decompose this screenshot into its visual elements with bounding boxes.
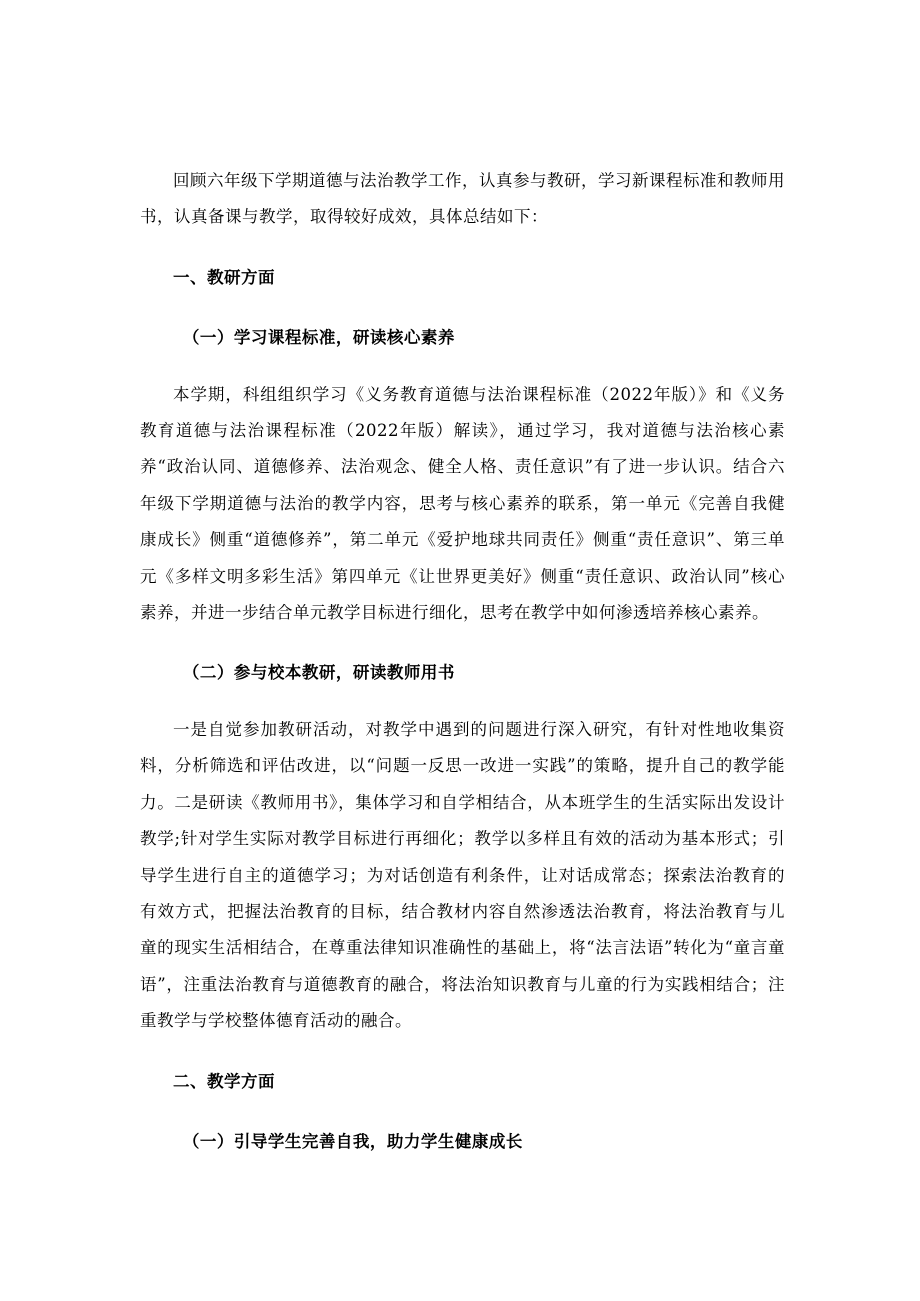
spacer — [140, 357, 785, 377]
section-2-sub-1-heading: （一）引导学生完善自我，助力学生健康成长 — [182, 1131, 523, 1151]
section-1-heading: 一、教研方面 — [173, 267, 275, 287]
intro-paragraph: 回顾六年级下学期道德与法治教学工作，认真参与教研，学习新课程标准和教师用书，认真备课与教学，取得较好成效，具体总结如下： — [140, 171, 785, 227]
spacer — [140, 296, 785, 320]
spacer — [140, 631, 785, 655]
section-1-sub-1-heading: （一）学习课程标准，研读核心素养 — [182, 328, 455, 348]
document-body — [140, 163, 785, 1160]
section-1-sub-2-paragraph: 一是自觉参加教研活动，对教学中遇到的问题进行深入研究，有针对性地收集资料，分析筛选和评估改进，以“问题一反思一改进一实践”的策略，提升自己的教学能力。二是研读《教师用书》，集体学习和自学相结合，从本班学生的生活实际出发设计教学;针对学生实际对教学目标进行再细化；教学以多样且有效的活动为基本形式；引导学生进行自主的道德学习；为对话创造有利条件，让对话成常态；探索法治教育的有效方式，把握法治教育的目标，结合教材内容自然渗透法治教育，将法治教育与儿童的现实生活相结合，在尊重法律知识准确性的基础上，将“法言法语”转化为“童言童语”，注重法治教育与道德教育的融合，将法治知识教育与儿童的行为实践相结合；注重教学与学校整体德育活动的融合。 — [140, 719, 785, 1031]
section-1-sub-1-paragraph: 本学期，科组组织学习《义务教育道德与法治课程标准（2022年版）》和《义务教育道德与法治课程标准（2022年版）解读》，通过学习，我对道德与法治核心素养“政治认同、道德修养、法治观念、健全人格、责任意识”有了进一步认识。结合六年级下学期道德与法治的教学内容，思考与核心素养的联系，第一单元《完善自我健康成长》侧重“道德修养”，第二单元《爱护地球共同责任》侧重“责任意识”、第三单元《多样文明多彩生活》第四单元《让世界更美好》侧重“责任意识、政治认同”核心素养，并进一步结合单元教学目标进行细化，思考在教学中如何渗透培养核心素养。 — [140, 384, 785, 623]
spacer — [140, 692, 785, 712]
section-2-heading: 二、教学方面 — [173, 1071, 275, 1091]
spacer — [140, 1100, 785, 1124]
section-1-sub-2-heading: （二）参与校本教研，研读教师用书 — [182, 663, 455, 683]
spacer — [140, 236, 785, 260]
spacer — [140, 1040, 785, 1064]
